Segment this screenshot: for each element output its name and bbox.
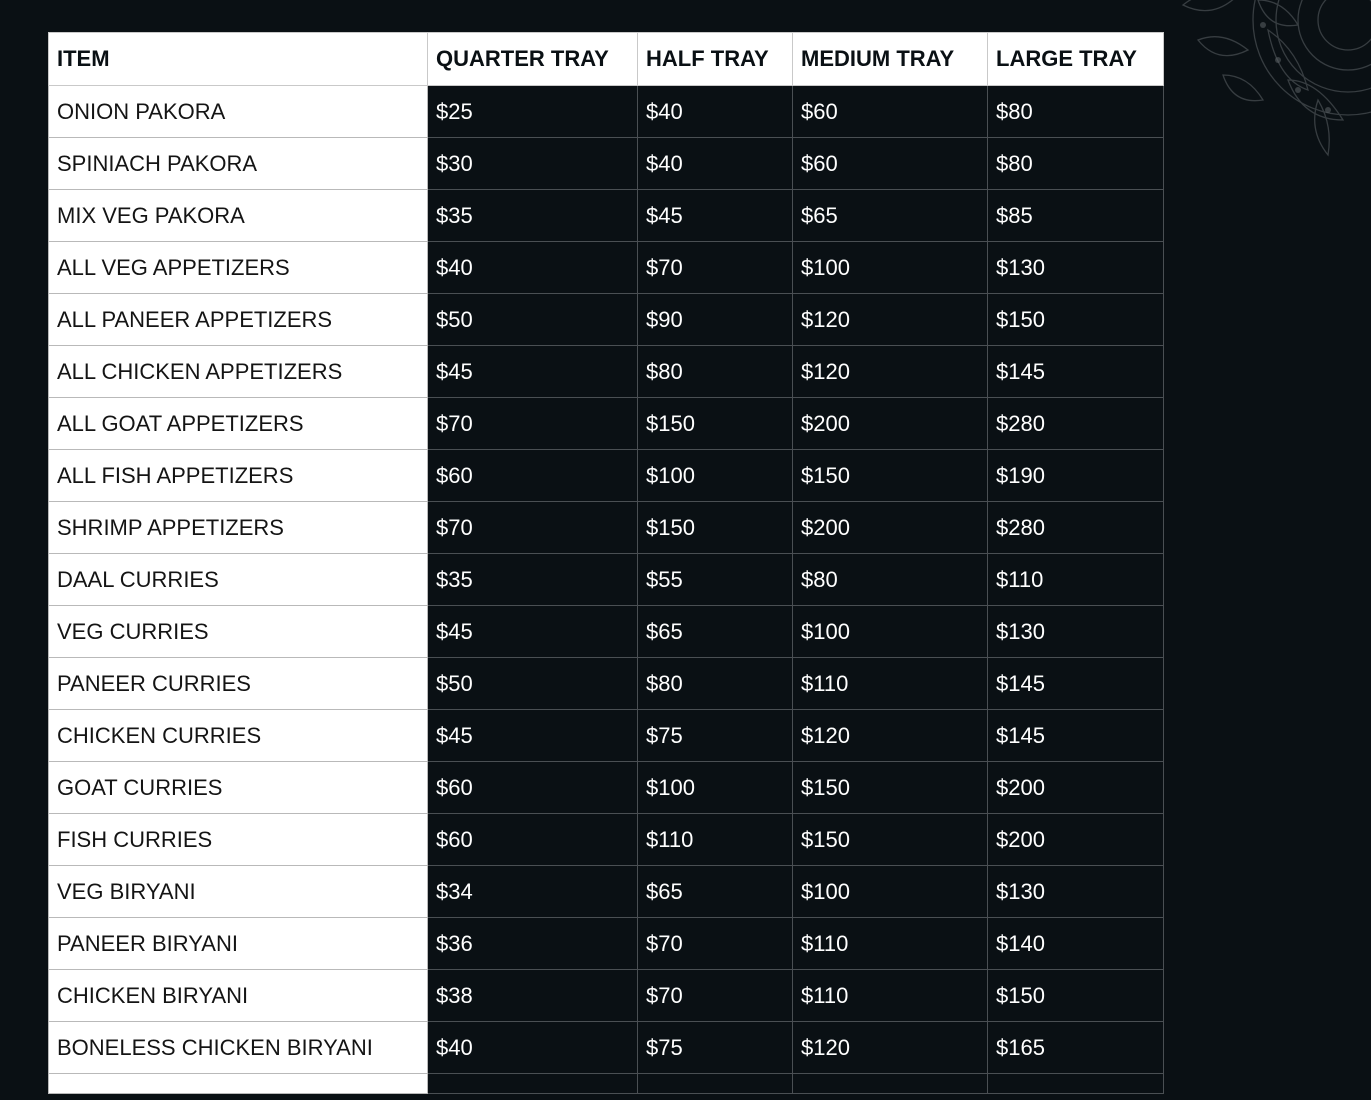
- item-name-cell: PANEER BIRYANI: [49, 918, 428, 970]
- large-tray-price-cell: $200: [988, 762, 1164, 814]
- item-name-cell: FISH CURRIES: [49, 814, 428, 866]
- item-name-cell: ALL CHICKEN APPETIZERS: [49, 346, 428, 398]
- quarter-tray-price-cell: $25: [428, 86, 638, 138]
- medium-tray-price-cell: $110: [793, 970, 988, 1022]
- medium-tray-price-cell: $120: [793, 710, 988, 762]
- large-tray-price-cell: $145: [988, 658, 1164, 710]
- quarter-tray-price-cell: $36: [428, 918, 638, 970]
- medium-tray-price-cell: $150: [793, 450, 988, 502]
- item-name-cell: ONION PAKORA: [49, 86, 428, 138]
- empty-cell: [793, 1074, 988, 1094]
- item-name-cell: ALL PANEER APPETIZERS: [49, 294, 428, 346]
- item-name-cell: CHICKEN CURRIES: [49, 710, 428, 762]
- quarter-tray-price-cell: $60: [428, 450, 638, 502]
- half-tray-price-cell: $40: [638, 86, 793, 138]
- item-name-cell: GOAT CURRIES: [49, 762, 428, 814]
- item-name-cell: ALL GOAT APPETIZERS: [49, 398, 428, 450]
- empty-cell: [638, 1074, 793, 1094]
- half-tray-price-cell: $150: [638, 398, 793, 450]
- table-row: [49, 242, 1164, 294]
- medium-tray-price-cell: $200: [793, 502, 988, 554]
- half-tray-price-cell: $80: [638, 346, 793, 398]
- large-tray-price-cell: $200: [988, 814, 1164, 866]
- item-name-cell: BONELESS CHICKEN BIRYANI: [49, 1022, 428, 1074]
- quarter-tray-price-cell: $50: [428, 658, 638, 710]
- quarter-tray-price-cell: $35: [428, 190, 638, 242]
- table-row: [49, 86, 1164, 138]
- large-tray-price-cell: $130: [988, 242, 1164, 294]
- quarter-tray-price-cell: $70: [428, 502, 638, 554]
- quarter-tray-price-cell: $35: [428, 554, 638, 606]
- medium-tray-price-cell: $110: [793, 918, 988, 970]
- large-tray-price-cell: $85: [988, 190, 1164, 242]
- medium-tray-price-cell: $80: [793, 554, 988, 606]
- half-tray-price-cell: $90: [638, 294, 793, 346]
- half-tray-price-cell: $80: [638, 658, 793, 710]
- table-row: [49, 398, 1164, 450]
- medium-tray-price-cell: $100: [793, 242, 988, 294]
- column-header-half-tray: HALF TRAY: [638, 33, 793, 86]
- large-tray-price-cell: $145: [988, 346, 1164, 398]
- large-tray-price-cell: $190: [988, 450, 1164, 502]
- table-row: [49, 346, 1164, 398]
- quarter-tray-price-cell: $30: [428, 138, 638, 190]
- medium-tray-price-cell: $100: [793, 606, 988, 658]
- large-tray-price-cell: $150: [988, 970, 1164, 1022]
- item-name-cell: ALL FISH APPETIZERS: [49, 450, 428, 502]
- empty-cell: [428, 1074, 638, 1094]
- half-tray-price-cell: $150: [638, 502, 793, 554]
- half-tray-price-cell: $75: [638, 1022, 793, 1074]
- medium-tray-price-cell: $60: [793, 86, 988, 138]
- quarter-tray-price-cell: $60: [428, 762, 638, 814]
- table-row: [49, 554, 1164, 606]
- medium-tray-price-cell: $60: [793, 138, 988, 190]
- table-row: [49, 866, 1164, 918]
- quarter-tray-price-cell: $40: [428, 1022, 638, 1074]
- table-row: [49, 762, 1164, 814]
- empty-cell: [988, 1074, 1164, 1094]
- column-header-large-tray: LARGE TRAY: [988, 33, 1164, 86]
- half-tray-price-cell: $110: [638, 814, 793, 866]
- table-row-cut-off: [49, 1074, 1164, 1094]
- item-name-cell: SHRIMP APPETIZERS: [49, 502, 428, 554]
- medium-tray-price-cell: $200: [793, 398, 988, 450]
- large-tray-price-cell: $140: [988, 918, 1164, 970]
- item-name-cell: VEG BIRYANI: [49, 866, 428, 918]
- half-tray-price-cell: $100: [638, 450, 793, 502]
- quarter-tray-price-cell: $45: [428, 606, 638, 658]
- half-tray-price-cell: $75: [638, 710, 793, 762]
- table-row: [49, 138, 1164, 190]
- item-name-cell: PANEER CURRIES: [49, 658, 428, 710]
- catering-price-table: [48, 32, 1164, 1094]
- item-name-cell: SPINIACH PAKORA: [49, 138, 428, 190]
- quarter-tray-price-cell: $40: [428, 242, 638, 294]
- medium-tray-price-cell: $120: [793, 346, 988, 398]
- half-tray-price-cell: $100: [638, 762, 793, 814]
- table-row: [49, 294, 1164, 346]
- table-row: [49, 190, 1164, 242]
- table-row: [49, 970, 1164, 1022]
- half-tray-price-cell: $65: [638, 606, 793, 658]
- quarter-tray-price-cell: $45: [428, 710, 638, 762]
- half-tray-price-cell: $45: [638, 190, 793, 242]
- item-name-cell: VEG CURRIES: [49, 606, 428, 658]
- large-tray-price-cell: $80: [988, 138, 1164, 190]
- table-row: [49, 918, 1164, 970]
- quarter-tray-price-cell: $70: [428, 398, 638, 450]
- mandala-ornament-icon: [1168, 0, 1371, 160]
- half-tray-price-cell: $70: [638, 242, 793, 294]
- medium-tray-price-cell: $65: [793, 190, 988, 242]
- table-row: [49, 450, 1164, 502]
- large-tray-price-cell: $145: [988, 710, 1164, 762]
- table-row: [49, 502, 1164, 554]
- large-tray-price-cell: $110: [988, 554, 1164, 606]
- medium-tray-price-cell: $100: [793, 866, 988, 918]
- quarter-tray-price-cell: $38: [428, 970, 638, 1022]
- large-tray-price-cell: $165: [988, 1022, 1164, 1074]
- large-tray-price-cell: $80: [988, 86, 1164, 138]
- large-tray-price-cell: $150: [988, 294, 1164, 346]
- item-name-cell: MIX VEG PAKORA: [49, 190, 428, 242]
- medium-tray-price-cell: $110: [793, 658, 988, 710]
- table-row: [49, 710, 1164, 762]
- half-tray-price-cell: $65: [638, 866, 793, 918]
- table-header-row: [49, 33, 1164, 86]
- large-tray-price-cell: $130: [988, 606, 1164, 658]
- quarter-tray-price-cell: $50: [428, 294, 638, 346]
- item-name-cell: ALL VEG APPETIZERS: [49, 242, 428, 294]
- half-tray-price-cell: $70: [638, 918, 793, 970]
- large-tray-price-cell: $280: [988, 398, 1164, 450]
- half-tray-price-cell: $70: [638, 970, 793, 1022]
- medium-tray-price-cell: $120: [793, 1022, 988, 1074]
- column-header-item: ITEM: [49, 33, 428, 86]
- column-header-quarter-tray: QUARTER TRAY: [428, 33, 638, 86]
- medium-tray-price-cell: $150: [793, 814, 988, 866]
- half-tray-price-cell: $40: [638, 138, 793, 190]
- quarter-tray-price-cell: $34: [428, 866, 638, 918]
- quarter-tray-price-cell: $45: [428, 346, 638, 398]
- medium-tray-price-cell: $120: [793, 294, 988, 346]
- table-row: [49, 814, 1164, 866]
- item-name-cell: DAAL CURRIES: [49, 554, 428, 606]
- medium-tray-price-cell: $150: [793, 762, 988, 814]
- item-name-cell: CHICKEN BIRYANI: [49, 970, 428, 1022]
- quarter-tray-price-cell: $60: [428, 814, 638, 866]
- half-tray-price-cell: $55: [638, 554, 793, 606]
- table-row: [49, 606, 1164, 658]
- table-row: [49, 658, 1164, 710]
- large-tray-price-cell: $280: [988, 502, 1164, 554]
- large-tray-price-cell: $130: [988, 866, 1164, 918]
- column-header-medium-tray: MEDIUM TRAY: [793, 33, 988, 86]
- empty-cell: [49, 1074, 428, 1094]
- table-row: [49, 1022, 1164, 1074]
